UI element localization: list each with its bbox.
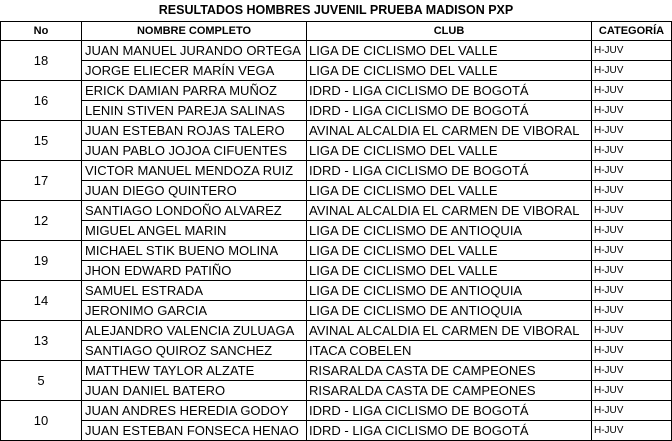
rider-category: H-JUV — [592, 141, 672, 161]
rider-name: JUAN ANDRES HEREDIA GODOY — [82, 401, 307, 421]
rider-category: H-JUV — [592, 281, 672, 301]
team-number: 12 — [1, 201, 82, 241]
team-number: 17 — [1, 161, 82, 201]
table-row — [1, 301, 672, 321]
rider-category: H-JUV — [592, 381, 672, 401]
rider-club: LIGA DE CICLISMO DEL VALLE — [307, 141, 592, 161]
table-row — [1, 341, 672, 361]
table-row — [1, 41, 672, 61]
rider-name: MIGUEL ANGEL MARIN — [82, 221, 307, 241]
table-row — [1, 61, 672, 81]
table-row — [1, 381, 672, 401]
rider-name: JUAN ESTEBAN ROJAS TALERO — [82, 121, 307, 141]
rider-club: LIGA DE CICLISMO DE ANTIOQUIA — [307, 301, 592, 321]
rider-club: ITACA COBELEN — [307, 341, 592, 361]
table-row — [1, 141, 672, 161]
results-title: RESULTADOS HOMBRES JUVENIL PRUEBA MADISON PXP — [158, 3, 514, 17]
rider-category: H-JUV — [592, 101, 672, 121]
team-number: 19 — [1, 241, 82, 281]
rider-category: H-JUV — [592, 61, 672, 81]
table-row — [1, 101, 672, 121]
rider-category: H-JUV — [592, 161, 672, 181]
rider-club: AVINAL ALCALDIA EL CARMEN DE VIBORAL — [307, 201, 592, 221]
rider-name: JERONIMO GARCIA — [82, 301, 307, 321]
rider-club: AVINAL ALCALDIA EL CARMEN DE VIBORAL — [307, 121, 592, 141]
header-row — [1, 22, 672, 41]
rider-club: LIGA DE CICLISMO DEL VALLE — [307, 61, 592, 81]
rider-name: JUAN DIEGO QUINTERO — [82, 181, 307, 201]
team-number: 15 — [1, 121, 82, 161]
team-number: 10 — [1, 401, 82, 441]
table-row — [1, 421, 672, 441]
rider-category: H-JUV — [592, 41, 672, 61]
table-row — [1, 201, 672, 221]
rider-club: LIGA DE CICLISMO DE ANTIOQUIA — [307, 281, 592, 301]
rider-name: ERICK DAMIAN PARRA MUÑOZ — [82, 81, 307, 101]
rider-category: H-JUV — [592, 121, 672, 141]
table-row — [1, 221, 672, 241]
table-row — [1, 261, 672, 281]
rider-club: LIGA DE CICLISMO DE ANTIOQUIA — [307, 221, 592, 241]
table-row — [1, 121, 672, 141]
rider-club: AVINAL ALCALDIA EL CARMEN DE VIBORAL — [307, 321, 592, 341]
rider-club: IDRD - LIGA CICLISMO DE BOGOTÁ — [307, 81, 592, 101]
rider-name: JUAN PABLO JOJOA CIFUENTES — [82, 141, 307, 161]
table-row — [1, 81, 672, 101]
rider-club: LIGA DE CICLISMO DEL VALLE — [307, 241, 592, 261]
rider-name: JUAN DANIEL BATERO — [82, 381, 307, 401]
rider-name: JUAN MANUEL JURANDO ORTEGA — [82, 41, 307, 61]
table-row — [1, 321, 672, 341]
rider-name: ALEJANDRO VALENCIA ZULUAGA — [82, 321, 307, 341]
rider-category: H-JUV — [592, 321, 672, 341]
rider-club: LIGA DE CICLISMO DEL VALLE — [307, 41, 592, 61]
rider-club: IDRD - LIGA CICLISMO DE BOGOTÁ — [307, 421, 592, 441]
rider-club: LIGA DE CICLISMO DEL VALLE — [307, 261, 592, 281]
rider-club: LIGA DE CICLISMO DEL VALLE — [307, 181, 592, 201]
rider-club: IDRD - LIGA CICLISMO DE BOGOTÁ — [307, 401, 592, 421]
rider-club: RISARALDA CASTA DE CAMPEONES — [307, 361, 592, 381]
rider-name: JUAN ESTEBAN FONSECA HENAO — [82, 421, 307, 441]
rider-category: H-JUV — [592, 401, 672, 421]
table-row — [1, 181, 672, 201]
table-row — [1, 361, 672, 381]
rider-club: IDRD - LIGA CICLISMO DE BOGOTÁ — [307, 161, 592, 181]
rider-name: VICTOR MANUEL MENDOZA RUIZ — [82, 161, 307, 181]
header-no: No — [1, 22, 82, 41]
rider-category: H-JUV — [592, 81, 672, 101]
rider-category: H-JUV — [592, 361, 672, 381]
rider-name: SANTIAGO QUIROZ SANCHEZ — [82, 341, 307, 361]
rider-name: LENIN STIVEN PAREJA SALINAS — [82, 101, 307, 121]
team-number: 14 — [1, 281, 82, 321]
table-row — [1, 161, 672, 181]
results-body — [1, 41, 672, 441]
rider-category: H-JUV — [592, 201, 672, 221]
rider-category: H-JUV — [592, 221, 672, 241]
header-club: CLUB — [307, 22, 592, 41]
rider-category: H-JUV — [592, 421, 672, 441]
table-row — [1, 281, 672, 301]
table-row — [1, 401, 672, 421]
team-number: 18 — [1, 41, 82, 81]
rider-name: JORGE ELIECER MARÍN VEGA — [82, 61, 307, 81]
rider-name: SANTIAGO LONDOÑO ALVAREZ — [82, 201, 307, 221]
team-number: 5 — [1, 361, 82, 401]
rider-name: SAMUEL ESTRADA — [82, 281, 307, 301]
rider-category: H-JUV — [592, 261, 672, 281]
rider-category: H-JUV — [592, 301, 672, 321]
rider-name: MICHAEL STIK BUENO MOLINA — [82, 241, 307, 261]
rider-club: RISARALDA CASTA DE CAMPEONES — [307, 381, 592, 401]
rider-category: H-JUV — [592, 341, 672, 361]
rider-name: MATTHEW TAYLOR ALZATE — [82, 361, 307, 381]
rider-name: JHON EDWARD PATIÑO — [82, 261, 307, 281]
header-category: CATEGORÍA — [592, 22, 672, 41]
team-number: 13 — [1, 321, 82, 361]
team-number: 16 — [1, 81, 82, 121]
rider-club: IDRD - LIGA CICLISMO DE BOGOTÁ — [307, 101, 592, 121]
table-row — [1, 241, 672, 261]
rider-category: H-JUV — [592, 241, 672, 261]
results-table — [0, 21, 672, 441]
rider-category: H-JUV — [592, 181, 672, 201]
header-name: NOMBRE COMPLETO — [82, 22, 307, 41]
